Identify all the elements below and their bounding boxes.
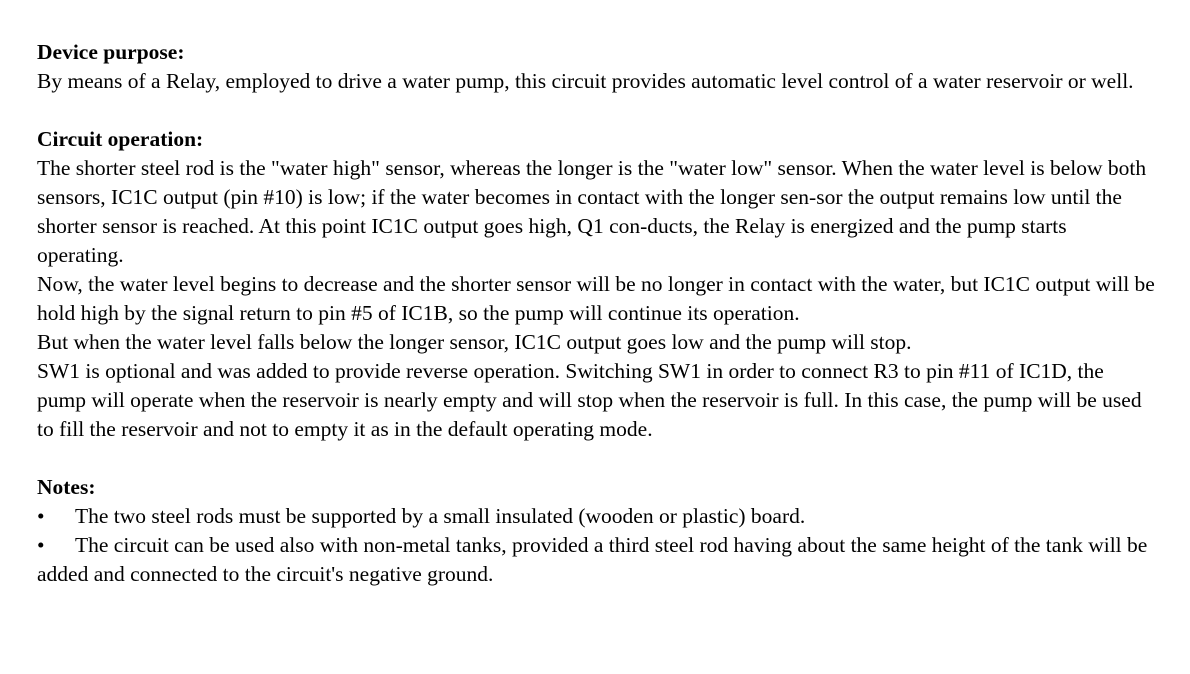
circuit-operation-paragraph: Now, the water level begins to decrease and the shorter sensor will be no longer in contact with the water, but IC1C output will be hold high by the signal return to pin #5 of IC1B, so the pump will continue its operation. — [37, 272, 1155, 325]
note-text: The circuit can be used also with non-metal tanks, provided a third steel rod having about the same height of the tank will be added and connected to the circuit's negative ground. — [37, 533, 1148, 586]
bullet-icon: • — [37, 504, 45, 528]
bullet-icon: • — [37, 533, 45, 557]
circuit-operation-paragraph: But when the water level falls below the longer sensor, IC1C output goes low and the pump will stop. — [37, 330, 912, 354]
spacer — [37, 444, 1157, 473]
device-purpose-heading: Device purpose: — [37, 40, 185, 64]
circuit-operation-heading: Circuit operation: — [37, 127, 204, 151]
note-item — [37, 531, 1157, 589]
note-item — [37, 502, 1157, 531]
document-page — [37, 38, 1157, 589]
notes-heading: Notes: — [37, 475, 96, 499]
note-text: The two steel rods must be supported by a small insulated (wooden or plastic) board. — [75, 504, 806, 528]
circuit-operation-paragraph: SW1 is optional and was added to provide reverse operation. Switching SW1 in order to connect R3 to pin #11 of IC1D, the pump will operate when the reservoir is nearly empty and will stop when the reservoir is full. In this case, the pump will be used to fill the reservoir and not to empty it as in the default operating mode. — [37, 359, 1142, 441]
circuit-operation-paragraph: The shorter steel rod is the "water high" sensor, whereas the longer is the "water low" sensor. When the water level is below both sensors, IC1C output (pin #10) is low; if the water becomes in contact with the longer sen-sor the output remains low until the shorter sensor is reached. At this point IC1C output goes high, Q1 con-ducts, the Relay is energized and the pump starts operating. — [37, 156, 1147, 267]
device-purpose-text: By means of a Relay, employed to drive a water pump, this circuit provides automatic level control of a water reservoir or well. — [37, 69, 1134, 93]
spacer — [37, 96, 1157, 125]
